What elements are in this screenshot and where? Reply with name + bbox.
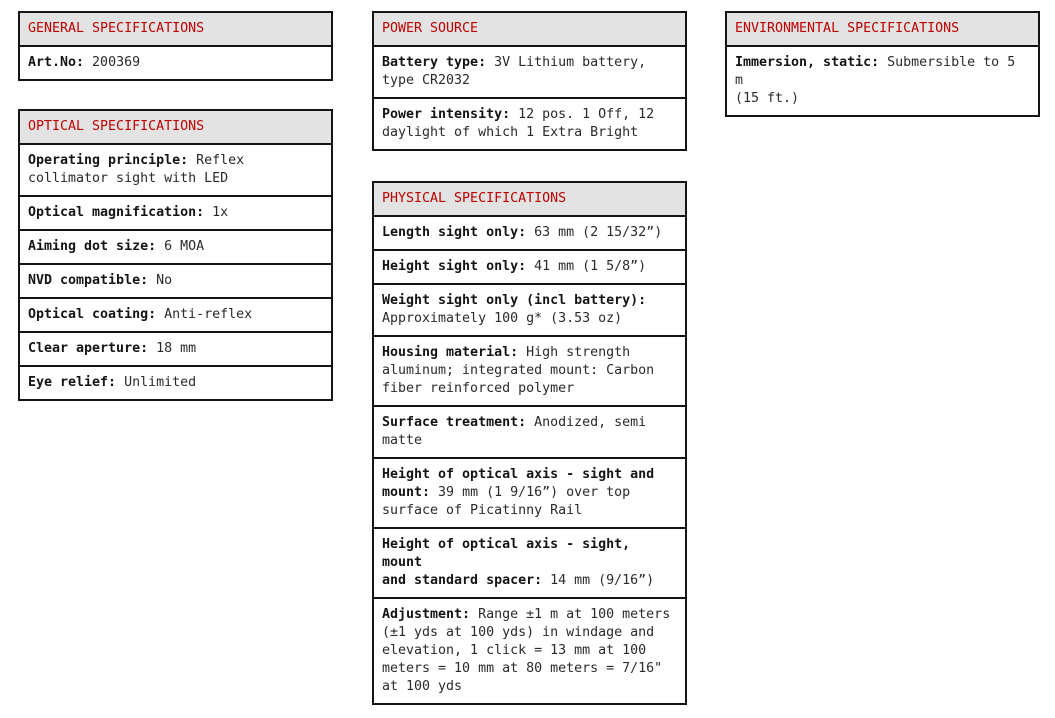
power-source-title: POWER SOURCE	[374, 13, 685, 47]
spec-label: Immersion, static:	[735, 55, 880, 70]
spec-label: Height of optical axis - sight, mount and standard spacer:	[382, 537, 631, 588]
spec-row-clear-aperture	[20, 331, 331, 365]
spec-value: Anti-reflex	[156, 307, 253, 322]
spec-label: Length sight only:	[382, 225, 527, 240]
spec-value: 63 mm (2 15/32”)	[526, 225, 663, 240]
spec-label: Aiming dot size:	[28, 239, 157, 254]
spec-value: 200369	[84, 55, 141, 70]
spec-row-nvd-compatible	[20, 263, 331, 297]
physical-specifications-title: PHYSICAL SPECIFICATIONS	[374, 183, 685, 217]
spec-label: Clear aperture:	[28, 341, 149, 356]
spec-value: Unlimited	[116, 375, 197, 390]
spec-value: 3V Lithium battery, type CR2032	[382, 55, 647, 88]
spec-value: 12 pos. 1 Off, 12 daylight of which 1 Extra Bright	[382, 107, 655, 140]
spec-label: Weight sight only (incl battery):	[382, 293, 647, 308]
spec-value: Approximately 100 g* (3.53 oz)	[382, 311, 623, 326]
spec-value: 14 mm (9/16”)	[542, 573, 655, 588]
spec-label: Optical magnification:	[28, 205, 205, 220]
spec-label: Eye relief:	[28, 375, 117, 390]
spec-value: 39 mm (1 9/16”) over top surface of Picatinny Rail	[382, 485, 631, 518]
spec-label: Surface treatment:	[382, 415, 527, 430]
optical-specifications-title: OPTICAL SPECIFICATIONS	[20, 111, 331, 145]
spec-label: Height sight only:	[382, 259, 527, 274]
spec-row-housing-material	[374, 335, 685, 405]
spec-row-immersion-static	[727, 47, 1038, 115]
spec-row-adjustment	[374, 597, 685, 703]
spec-label: Height of optical axis - sight and mount:	[382, 467, 655, 500]
spec-value: 18 mm	[148, 341, 197, 356]
spec-label: NVD compatible:	[28, 273, 149, 288]
environmental-specifications-card	[725, 11, 1040, 117]
spec-value: 6 MOA	[156, 239, 205, 254]
spec-row-height-optical-axis-spacer	[374, 527, 685, 597]
spec-row-art-no	[20, 47, 331, 79]
general-specifications-title: GENERAL SPECIFICATIONS	[20, 13, 331, 47]
environmental-specifications-title: ENVIRONMENTAL SPECIFICATIONS	[727, 13, 1038, 47]
spec-value: Range ±1 m at 100 meters (±1 yds at 100 yds) in windage and elevation, 1 click = 13 mm at 100 meters = 10 mm at 80 meters = 7/16" at 100 yds	[382, 607, 671, 694]
spec-row-height-optical-axis-sight-mount	[374, 457, 685, 527]
optical-specifications-card	[18, 109, 333, 401]
spec-value: Submersible to 5 m (15 ft.)	[735, 55, 1016, 106]
spec-row-battery-type	[374, 47, 685, 97]
spec-row-length-sight-only	[374, 217, 685, 249]
spec-row-height-sight-only	[374, 249, 685, 283]
spec-value: No	[148, 273, 173, 288]
spec-row-surface-treatment	[374, 405, 685, 457]
spec-row-optical-magnification	[20, 195, 331, 229]
general-specifications-card	[18, 11, 333, 81]
spec-label: Art.No:	[28, 55, 85, 70]
spec-label: Battery type:	[382, 55, 487, 70]
spec-value: Reflex collimator sight with LED	[28, 153, 245, 186]
physical-specifications-card	[372, 181, 687, 705]
spec-value: High strength aluminum; integrated mount: Carbon fiber reinforced polymer	[382, 345, 655, 396]
spec-row-power-intensity	[374, 97, 685, 149]
spec-value: 41 mm (1 5/8”)	[526, 259, 647, 274]
spec-row-eye-relief	[20, 365, 331, 399]
spec-label: Operating principle:	[28, 153, 189, 168]
spec-label: Optical coating:	[28, 307, 157, 322]
spec-row-operating-principle	[20, 145, 331, 195]
spec-label: Housing material:	[382, 345, 519, 360]
spec-label: Adjustment:	[382, 607, 471, 622]
spec-value: Anodized, semi matte	[382, 415, 647, 448]
spec-label: Power intensity:	[382, 107, 511, 122]
spec-row-aiming-dot-size	[20, 229, 331, 263]
spec-value: 1x	[204, 205, 229, 220]
spec-row-optical-coating	[20, 297, 331, 331]
spec-row-weight-sight-only	[374, 283, 685, 335]
power-source-card	[372, 11, 687, 151]
